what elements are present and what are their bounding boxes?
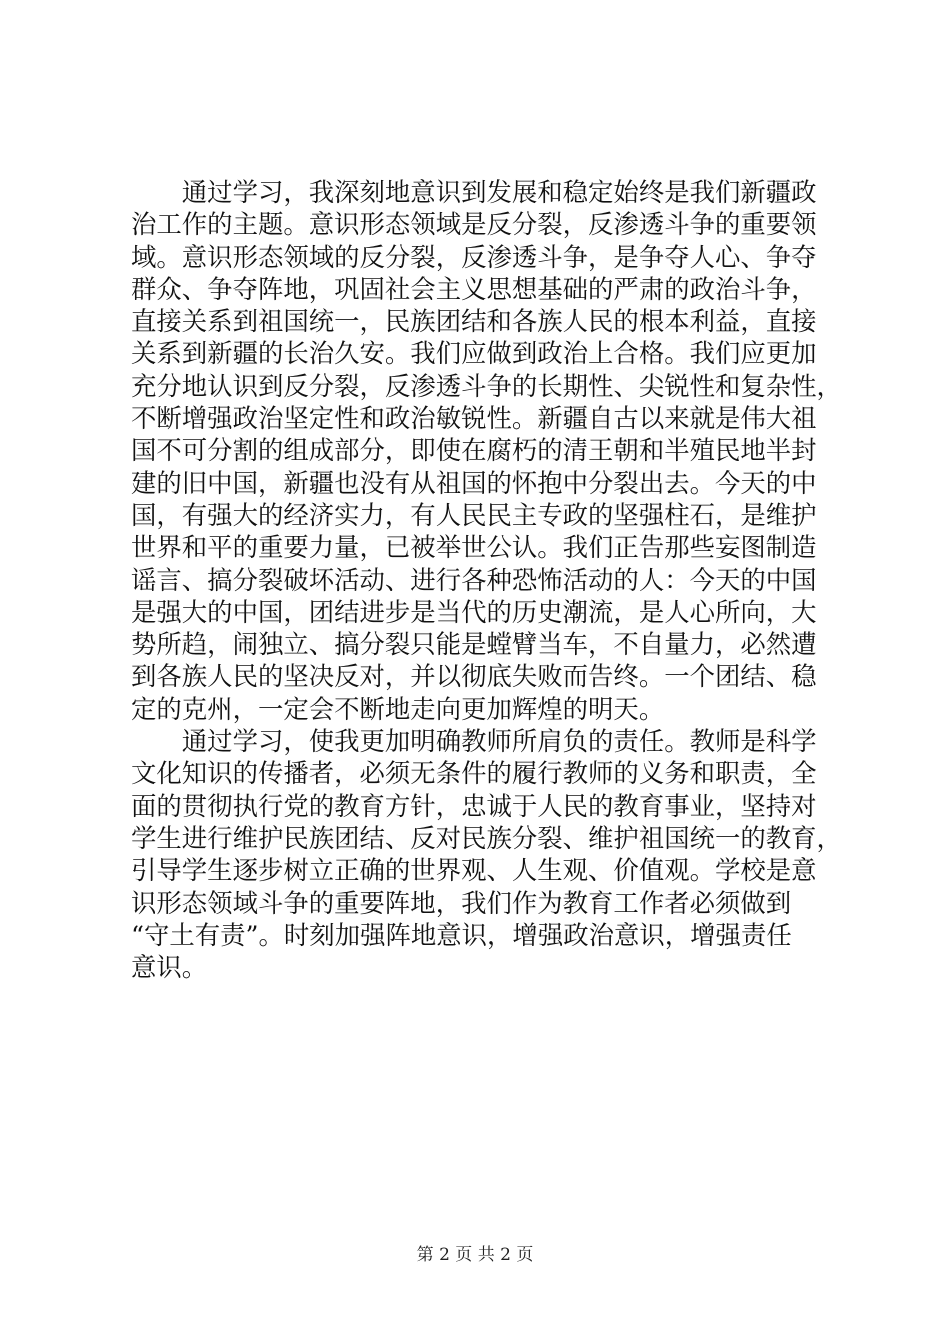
text-line: 国不可分割的组成部分，即使在腐朽的清王朝和半殖民地半封 — [131, 435, 817, 466]
text-line: 文化知识的传播者，必须无条件的履行教师的义务和职责，全 — [131, 758, 817, 789]
text-line: 关系到新疆的长治久安。我们应做到政治上合格。我们应更加 — [131, 338, 817, 369]
document-body — [131, 176, 842, 983]
text-line: 直接关系到祖国统一，民族团结和各族人民的根本利益，直接 — [131, 306, 817, 337]
page-number-label: 第 2 页 共 2 页 — [416, 1245, 534, 1265]
text-line: 面的贯彻执行党的教育方针，忠诚于人民的教育事业，坚持对 — [131, 790, 817, 821]
text-line: 群众、争夺阵地，巩固社会主义思想基础的严肃的政治斗争， — [131, 273, 817, 304]
text-line: 定的克州，一定会不断地走向更加辉煌的明天。 — [131, 693, 665, 724]
text-line: 学生进行维护民族团结、反对民族分裂、维护祖国统一的教育， — [131, 822, 842, 853]
paragraph-2 — [131, 725, 842, 983]
text-line: 建的旧中国，新疆也没有从祖国的怀抱中分裂出去。今天的中 — [131, 467, 817, 498]
text-line: 通过学习，使我更加明确教师所肩负的责任。教师是科学 — [131, 726, 817, 757]
text-line: “守土有责”。时刻加强阵地意识，增强政治意识，增强责任 — [131, 919, 792, 950]
text-line: 势所趋，闹独立、搞分裂只能是螳臂当车，不自量力，必然遭 — [131, 629, 817, 660]
text-line: 通过学习，我深刻地意识到发展和稳定始终是我们新疆政 — [131, 177, 817, 207]
text-line: 域。意识形态领域的反分裂，反渗透斗争，是争夺人心、争夺 — [131, 241, 817, 272]
text-line: 识形态领域斗争的重要阵地，我们作为教育工作者必须做到 — [131, 887, 792, 918]
text-line: 充分地认识到反分裂，反渗透斗争的长期性、尖锐性和复杂性， — [131, 370, 842, 401]
text-line: 治工作的主题。意识形态领域是反分裂，反渗透斗争的重要领 — [131, 209, 817, 240]
text-line: 谣言、搞分裂破坏活动、进行各种恐怖活动的人：今天的中国 — [131, 564, 817, 595]
text-line: 是强大的中国，团结进步是当代的历史潮流，是人心所向，大 — [131, 596, 817, 627]
page-footer — [0, 1245, 950, 1265]
text-line: 引导学生逐步树立正确的世界观、人生观、价值观。学校是意 — [131, 855, 817, 886]
text-line: 意识。 — [131, 952, 208, 983]
paragraph-1 — [131, 176, 842, 725]
text-line: 国，有强大的经济实力，有人民民主专政的坚强柱石，是维护 — [131, 499, 817, 530]
text-line: 不断增强政治坚定性和政治敏锐性。新疆自古以来就是伟大祖 — [131, 403, 817, 434]
text-line: 世界和平的重要力量，已被举世公认。我们正告那些妄图制造 — [131, 532, 817, 563]
text-line: 到各族人民的坚决反对，并以彻底失败而告终。一个团结、稳 — [131, 661, 817, 692]
